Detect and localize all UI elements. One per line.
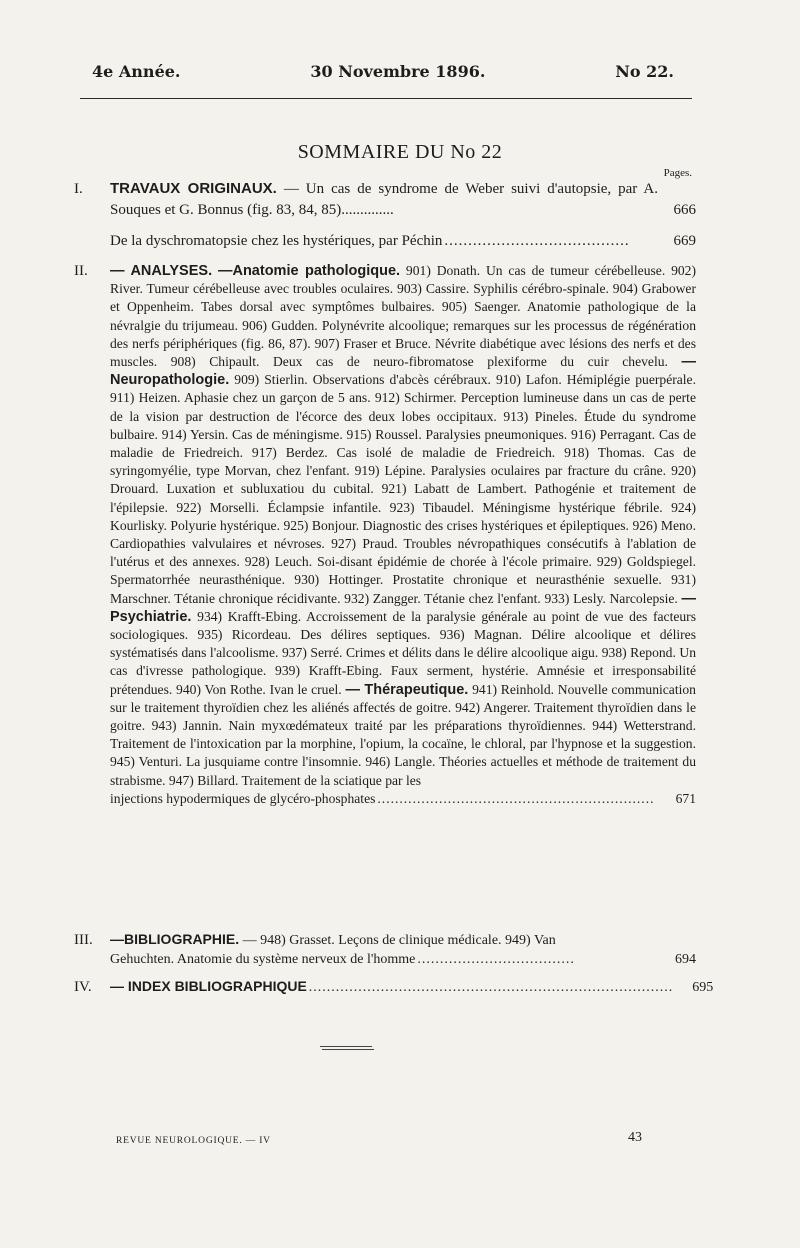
header-year: 4e Année. <box>92 62 181 81</box>
analyses-paragraph-4: 941) Reinhold. Nouvelle communication sur le traitement thyroïdien chez les aliénés affectés de goitre. 942) Angerer. Traitement thyroïdien dans le goitre. 943) Jannin. Nain myxœdémateux traité par les préparations thyroïdiennes. 944) Wetterstrand. Traitement de l'intoxication par la morphine, l'opium, la cocaïne, le chloral, par l'hypnose et la suggestion. 945) Venturi. La jusquiame contre l'insomnie. 946) Langle. Théories actuelles et méthode de traitement du strabisme. 947) Billard. Traitement de la sciatique par les <box>110 681 696 788</box>
section-roman-numeral: I. <box>74 181 83 197</box>
analyses-last-line: injections hypodermiques de glycéro-phosphates <box>110 790 376 806</box>
entry-page: 669 <box>673 233 696 249</box>
summary-title: SOMMAIRE DU No 22 <box>297 141 503 163</box>
section-analyses <box>74 262 696 808</box>
section-travaux-originaux <box>74 178 696 252</box>
footer-journal-name: REVUE NEUROLOGIQUE. — IV <box>116 1136 271 1146</box>
subheading-therapeutique: — Thérapeutique. <box>345 681 469 698</box>
section-index-bibliographique <box>74 976 714 998</box>
entry-dyschromatopsie: De la dyschromatopsie chez les hystériques, par Péchin <box>110 233 443 249</box>
leader-dots: .............. <box>341 202 394 218</box>
leader-dots: ................................... <box>417 952 575 967</box>
entry-page: 671 <box>675 790 696 806</box>
leader-dots: ................................................................................. <box>308 980 674 995</box>
pages-column-label: Pages. <box>663 167 692 179</box>
analyses-paragraph-2: 909) Stierlin. Observations d'abcès cérébraux. 910) Lafon. Hémiplégie puerpérale. 911) Heizen. Aphasie chez un garçon de 5 ans. 912) Schirmer. Perception lumineuse dans un cas de perte de la vision par destruction de l'écorce des deux lobes occipitaux. 913) Pineles. Étude du syndrome bulbaire. 914) Yersin. Cas de méningisme. 915) Roussel. Paralysies pneumoniques. 916) Perragant. Cas de maladie de Friedreich. 917) Berdez. Cas isolé de maladie de Friedreich. 918) Thomas. Cas de syringomyélie, type Morvan, chez l'enfant. 919) Lépine. Paralysies oculaires par fracture du crâne. 920) Drouard. Luxation et subluxatiou du cubital. 921) Labatt de Lambert. Pathogénie et traitement de l'épilepsie. 922) Morselli. Éclampsie infantile. 923) Tibaudel. Méningisme hystérique fébrile. 924) Kourlisky. Polyurie hystérique. 925) Bonjour. Diagnostic des crises hystériques et épileptiques. 926) Meno. Cardiopathies valvulaires et névroses. 927) Praud. Troubles névropathiques consécutifs à l'ablation de l'utérus et des annexes. 928) Leuch. Soi-disant épidémie de chorée à l'école primaire. 929) Goldspiegel. Spermatorrhée neurasthénique. 930) Hottinger. Prostatite chronique et neurasthénie sexuelle. 931) Marschner. Tétanie chronique récidivante. 932) Zangger. Tétanie chez l'enfant. 933) Lesly. Narcolepsie. <box>110 372 696 606</box>
section-roman-numeral: III. <box>74 932 93 948</box>
section-heading: TRAVAUX ORIGINAUX. <box>110 180 277 197</box>
bibliographie-text-1: — 948) Grasset. Leçons de clinique médicale. 949) Van <box>242 933 556 948</box>
header-date: 30 Novembre 1896. <box>310 62 486 81</box>
header-issue-number: No 22. <box>615 62 674 81</box>
subheading-neuropathologie: — Neuropathologie. <box>110 354 696 389</box>
section-roman-numeral: II. <box>74 263 88 279</box>
entry-page: 695 <box>692 980 714 995</box>
page-header <box>80 62 690 81</box>
end-rule <box>322 1049 374 1050</box>
section-heading: —BIBLIOGRAPHIE. <box>110 931 240 947</box>
end-rule <box>320 1046 372 1047</box>
entry-weber-syndrome: — Un cas de syndrome de Weber suivi d'autopsie, par A. Souques et G. Bonnus (fig. 83, 84, 85) <box>110 181 659 218</box>
entry-page: 694 <box>675 952 696 967</box>
subheading-psychiatrie: — Psychiatrie. <box>110 590 696 625</box>
analyses-paragraph-3: 934) Krafft-Ebing. Accroissement de la paralysie générale au point de vue des facteurs sociologiques. 935) Ricordeau. Des délires septiques. 936) Magnan. Délire alcoolique et délires systématisés dans l'alcoolisme. 937) Serré. Crimes et délits dans le délire alcoolique aigu. 938) Repond. Un cas d'ivresse pathologique. 939) Krafft-Ebing. Faux serment, hystérie. Amnésie et irresponsabilité prétendues. 940) Von Rothe. Ivan le cruel. <box>110 608 696 697</box>
entry-page: 666 <box>673 202 696 218</box>
analyses-paragraph-1: 901) Donath. Un cas de tumeur cérébelleuse. 902) River. Tumeur cérébelleuse avec troubles oculaires. 903) Cassire. Syphilis cérébro-spinale. 904) Grabower et Oppenheim. Tabes dorsal avec symptômes bulbaires. 905) Saenger. Anatomie pathologique de la névralgie du trijumeau. 906) Gudden. Polynévrite alcoolique; remarques sur les processus de régénération des nerfs périphériques (fig. 86, 87). 907) Fraser et Bruce. Névrite diabétique avec lésions des nerfs et des muscles. 908) Chipault. Deux cas de neuro-fibromatose plexiforme du cuir chevelu. <box>110 263 696 370</box>
section-bibliographie <box>74 930 696 969</box>
footer-page-number: 43 <box>628 1130 642 1145</box>
subheading-anatomie: —Anatomie pathologique. <box>217 263 401 279</box>
section-roman-numeral: IV. <box>74 979 92 995</box>
header-rule <box>80 98 692 99</box>
leader-dots: ....................................... <box>444 233 630 249</box>
section-heading: — INDEX BIBLIOGRAPHIQUE <box>110 978 307 994</box>
bibliographie-text-2: Gehuchten. Anatomie du système nerveux de l'homme <box>110 952 416 967</box>
section-heading: — ANALYSES. <box>110 263 213 279</box>
leader-dots: ............................................................... <box>377 790 655 806</box>
